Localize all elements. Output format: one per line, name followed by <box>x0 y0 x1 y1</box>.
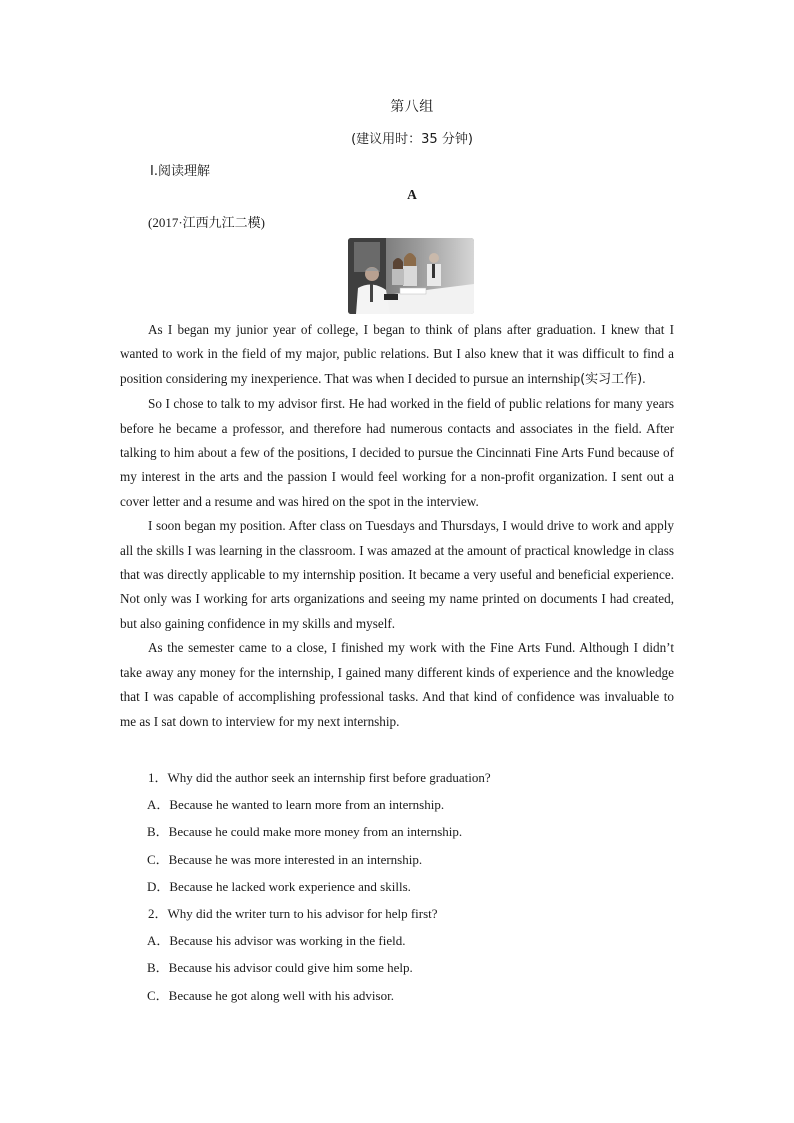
paragraph-1-gloss: (实习工作) <box>580 371 643 387</box>
question-2-stem: 2．Why did the writer turn to his advisor for help first? <box>148 905 438 921</box>
office-meeting-photo <box>348 238 474 314</box>
question-1-option-a[interactable]: A．Because he wanted to learn more from an internship. <box>147 797 445 813</box>
question-list <box>120 764 680 1009</box>
paragraph-1-end: . <box>642 370 646 386</box>
suggested-time: (建议用时：35 分钟) <box>351 132 473 147</box>
question-2-option-c[interactable]: C．Because he got along well with his advisor. <box>147 987 394 1003</box>
photo-illustration <box>348 238 474 314</box>
section-heading: Ⅰ.阅读理解 <box>150 164 210 179</box>
question-2-option-b[interactable]: B．Because his advisor could give him some help. <box>147 960 413 976</box>
passage-paragraph-1 <box>120 318 674 392</box>
question-2-option-a[interactable]: A．Because his advisor was working in the field. <box>147 933 406 949</box>
question-1-option-b[interactable]: B．Because he could make more money from an internship. <box>147 824 463 840</box>
passage-paragraph-2: So I chose to talk to my advisor first. He had worked in the field of public relations for many years before he became a professor, and therefore had numerous contacts and associates in the field. After talking to him about a few of the positions, I decided to pursue the Cincinnati Fine Arts Fund because of my interest in the arts and the passion I would feel working for a non-profit organization. I sent out a cover letter and a resume and was hired on the spot in the interview. <box>120 396 674 509</box>
paragraph-1-text: As I began my junior year of college, I began to think of plans after graduation. I knew that I wanted to work in the field of my major, public relations. But I also knew that it was difficult to find a position considering my inexperience. That was when I decided to pursue an internship <box>120 322 674 386</box>
passage-letter: A <box>407 187 417 202</box>
reading-passage <box>120 318 674 734</box>
question-1-option-c[interactable]: C．Because he was more interested in an internship. <box>147 851 423 867</box>
page-title: 第八组 <box>390 99 434 115</box>
question-1-stem: 1．Why did the author seek an internship first before graduation? <box>148 770 491 785</box>
passage-paragraph-3: I soon began my position. After class on Tuesdays and Thursdays, I would drive to work and apply all the skills I was learning in the classroom. I was amazed at the amount of practical knowledge in class that was directly applicable to my internship position. It became a very useful and beneficial experience. Not only was I working for arts organizations and seeing my name printed on documents I had created, but also gaining confidence in my skills and myself. <box>120 518 674 631</box>
question-1-option-d[interactable]: D．Because he lacked work experience and skills. <box>147 878 411 894</box>
passage-paragraph-4: As the semester came to a close, I finished my work with the Fine Arts Fund. Although I didn’t take away any money for the internship, I gained many different kinds of experience and the knowledge that I was capable of accomplishing professional tasks. And that kind of confidence was invaluable to me as I sat down to interview for my next internship. <box>120 640 674 729</box>
passage-source: (2017·江西九江二模) <box>148 215 265 230</box>
